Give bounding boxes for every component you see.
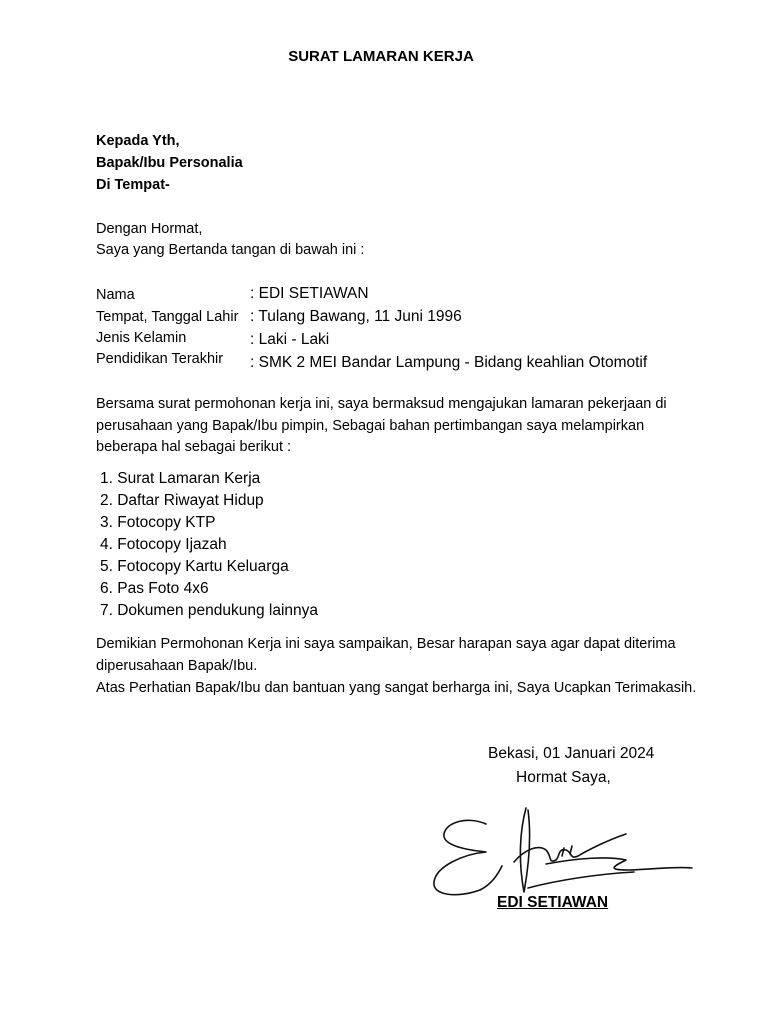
letter-title: SURAT LAMARAN KERJA <box>288 48 474 65</box>
place-date: Bekasi, 01 Januari 2024 <box>488 745 655 762</box>
identity-label-name: Nama <box>96 287 135 303</box>
attachment-item-5: 5. Fotocopy Kartu Keluarga <box>100 558 289 575</box>
identity-label-gender: Jenis Kelamin <box>96 330 187 346</box>
recipient-line-1: Kepada Yth, <box>96 133 180 149</box>
identity-value-gender: : Laki - Laki <box>250 331 330 348</box>
identity-value-birth: : Tulang Bawang, 11 Juni 1996 <box>250 308 462 325</box>
attachment-item-4: 4. Fotocopy Ijazah <box>100 536 227 553</box>
body-line-2: perusahaan yang Bapak/Ibu pimpin, Sebagai bahan pertimbangan saya melampirkan <box>96 418 645 434</box>
closing-line-1: Demikian Permohonan Kerja ini saya sampaikan, Besar harapan saya agar dapat diterima <box>96 636 676 652</box>
attachment-item-3: 3. Fotocopy KTP <box>100 514 216 531</box>
greeting: Dengan Hormat, <box>96 221 203 237</box>
identity-value-name: : EDI SETIAWAN <box>250 285 369 302</box>
signer-name: EDI SETIAWAN <box>497 894 609 911</box>
identity-label-birth: Tempat, Tanggal Lahir <box>96 309 239 325</box>
recipient-line-2: Bapak/Ibu Personalia <box>96 155 243 171</box>
closing-line-2: diperusahaan Bapak/Ibu. <box>96 658 258 674</box>
attachment-item-7: 7. Dokumen pendukung lainnya <box>100 602 319 619</box>
recipient-line-3: Di Tempat- <box>96 177 170 193</box>
attachment-item-1: 1. Surat Lamaran Kerja <box>100 470 261 487</box>
attachment-item-6: 6. Pas Foto 4x6 <box>100 580 209 597</box>
body-line-3: beberapa hal sebagai berikut : <box>96 439 292 455</box>
identity-value-education: : SMK 2 MEI Bandar Lampung - Bidang keahlian Otomotif <box>250 354 648 371</box>
body-line-1: Bersama surat permohonan kerja ini, saya bermaksud mengajukan lamaran pekerjaan di <box>96 396 667 412</box>
valediction: Hormat Saya, <box>516 769 611 786</box>
attachment-item-2: 2. Daftar Riwayat Hidup <box>100 492 264 509</box>
identity-label-education: Pendidikan Terakhir <box>96 351 224 367</box>
closing-line-3: Atas Perhatian Bapak/Ibu dan bantuan yang sangat berharga ini, Saya Ucapkan Terimakasih. <box>96 680 697 696</box>
intro-text: Saya yang Bertanda tangan di bawah ini : <box>96 242 365 258</box>
